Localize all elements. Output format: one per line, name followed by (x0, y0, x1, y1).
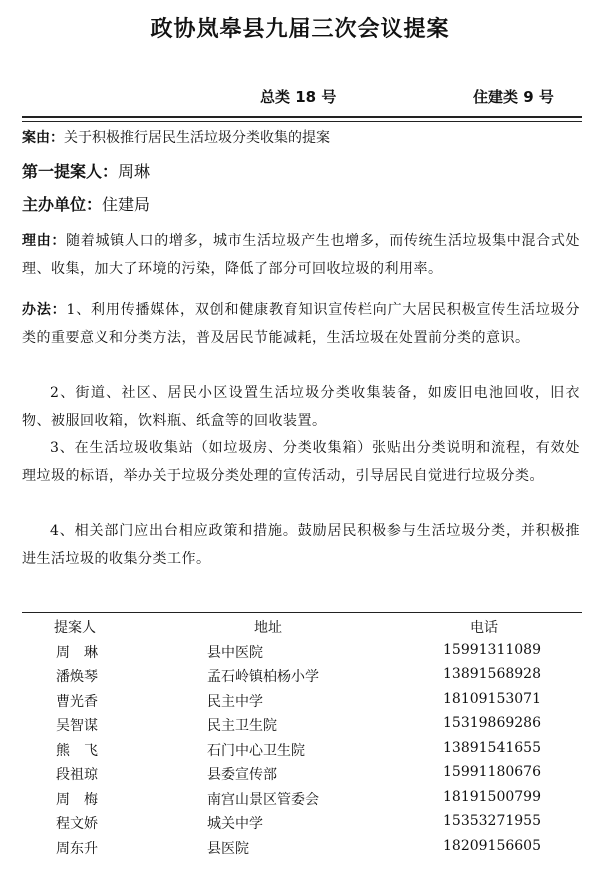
header-phone: 电话 (470, 620, 498, 636)
reason-label: 理由： (22, 233, 67, 249)
proposer-address: 县中医院 (207, 644, 263, 661)
document-title: 政协岚皋县九届三次会议提案 (150, 17, 450, 42)
proposer-phone: 18191500799 (443, 788, 541, 805)
first-proposer-field (22, 161, 582, 183)
case-value: 关于积极推行居民生活垃圾分类收集的提案 (64, 130, 330, 146)
proposer-phone: 13891541655 (443, 739, 541, 756)
table-row (40, 642, 580, 667)
proposer-phone: 18209156605 (443, 837, 541, 854)
proposer-name: 周 琳 (56, 644, 98, 661)
host-unit-value: 住建局 (102, 195, 151, 214)
proposer-name: 程文娇 (56, 816, 98, 832)
host-unit-field (22, 194, 582, 216)
case-label: 案由： (22, 130, 64, 146)
proposer-address: 南宫山景区管委会 (207, 791, 319, 808)
method-paragraph-4: 4、相关部门应出台相应政策和措施。鼓励居民积极参与生活垃圾分类，并积极推进生活垃圾的收集分类工作。 (22, 523, 580, 567)
table-row (40, 789, 580, 814)
proposer-phone: 15991311089 (443, 641, 541, 658)
proposer-phone: 15991180676 (443, 764, 541, 780)
method-paragraph-1 (22, 296, 580, 352)
proposer-table (40, 617, 580, 862)
method-item: 1、利用传播媒体，双创和健康教育知识宣传栏向广大居民积极宣传生活垃圾分类的重要意义和分类方法，普及居民节能减耗，生活垃圾在处置前分类的意识。 (22, 302, 581, 346)
method-paragraph-3: 3、在生活垃圾收集站（如垃圾房、分类收集箱）张贴出分类说明和流程，有效处理垃圾的标语，举办关于垃圾分类处理的宣传活动，引导居民自觉进行垃圾分类。 (22, 440, 580, 484)
proposer-address: 石门中心卫生院 (207, 742, 305, 759)
proposer-phone: 13891568928 (443, 666, 541, 682)
table-row (40, 838, 580, 863)
category-sub-number: 住建类 9 号 (473, 88, 554, 106)
method-label: 办法： (22, 302, 67, 318)
table-top-rule (22, 612, 582, 613)
proposer-name: 吴智谋 (56, 718, 98, 734)
proposer-address: 民主中学 (207, 693, 263, 710)
reason-text: 随着城镇人口的增多，城市生活垃圾产生也增多，而传统生活垃圾集中混合式处理、收集，加大了环境的污染，降低了部分可回收垃圾的利用率。 (22, 233, 581, 277)
table-header-row (40, 617, 580, 642)
header-address: 地址 (254, 620, 282, 636)
table-row (40, 691, 580, 716)
proposer-address: 城关中学 (207, 816, 263, 832)
category-total-number: 总类 18 号 (260, 88, 337, 106)
proposer-name: 潘焕琴 (56, 669, 98, 685)
proposer-address: 县委宣传部 (207, 767, 277, 783)
table-row (40, 740, 580, 765)
proposer-address: 民主卫生院 (207, 718, 277, 734)
case-field (22, 127, 582, 149)
reason-paragraph (22, 227, 580, 283)
header-rule-thin (22, 121, 582, 122)
host-unit-label: 主办单位： (22, 195, 103, 214)
proposer-phone: 18109153071 (443, 690, 541, 707)
proposer-phone: 15353271955 (443, 813, 541, 829)
proposer-name: 熊 飞 (56, 742, 98, 759)
method-paragraph-2: 2、街道、社区、居民小区设置生活垃圾分类收集装备，如废旧电池回收，旧衣物、被服回收箱，饮料瓶、纸盒等的回收装置。 (22, 385, 580, 429)
proposer-address: 孟石岭镇柏杨小学 (207, 669, 319, 685)
header-proposer: 提案人 (54, 620, 96, 636)
proposer-phone: 15319869286 (443, 715, 541, 731)
proposer-name: 曹光香 (56, 693, 98, 710)
table-row (40, 715, 580, 740)
table-row (40, 666, 580, 691)
proposer-name: 周 梅 (56, 791, 98, 808)
table-row (40, 764, 580, 789)
proposer-address: 县医院 (207, 840, 249, 857)
first-proposer-value: 周琳 (118, 162, 151, 181)
table-row (40, 813, 580, 838)
proposer-name: 周东升 (56, 840, 98, 857)
first-proposer-label: 第一提案人： (22, 162, 119, 181)
header-rule-thick (22, 116, 582, 118)
proposer-name: 段祖琼 (56, 767, 98, 783)
